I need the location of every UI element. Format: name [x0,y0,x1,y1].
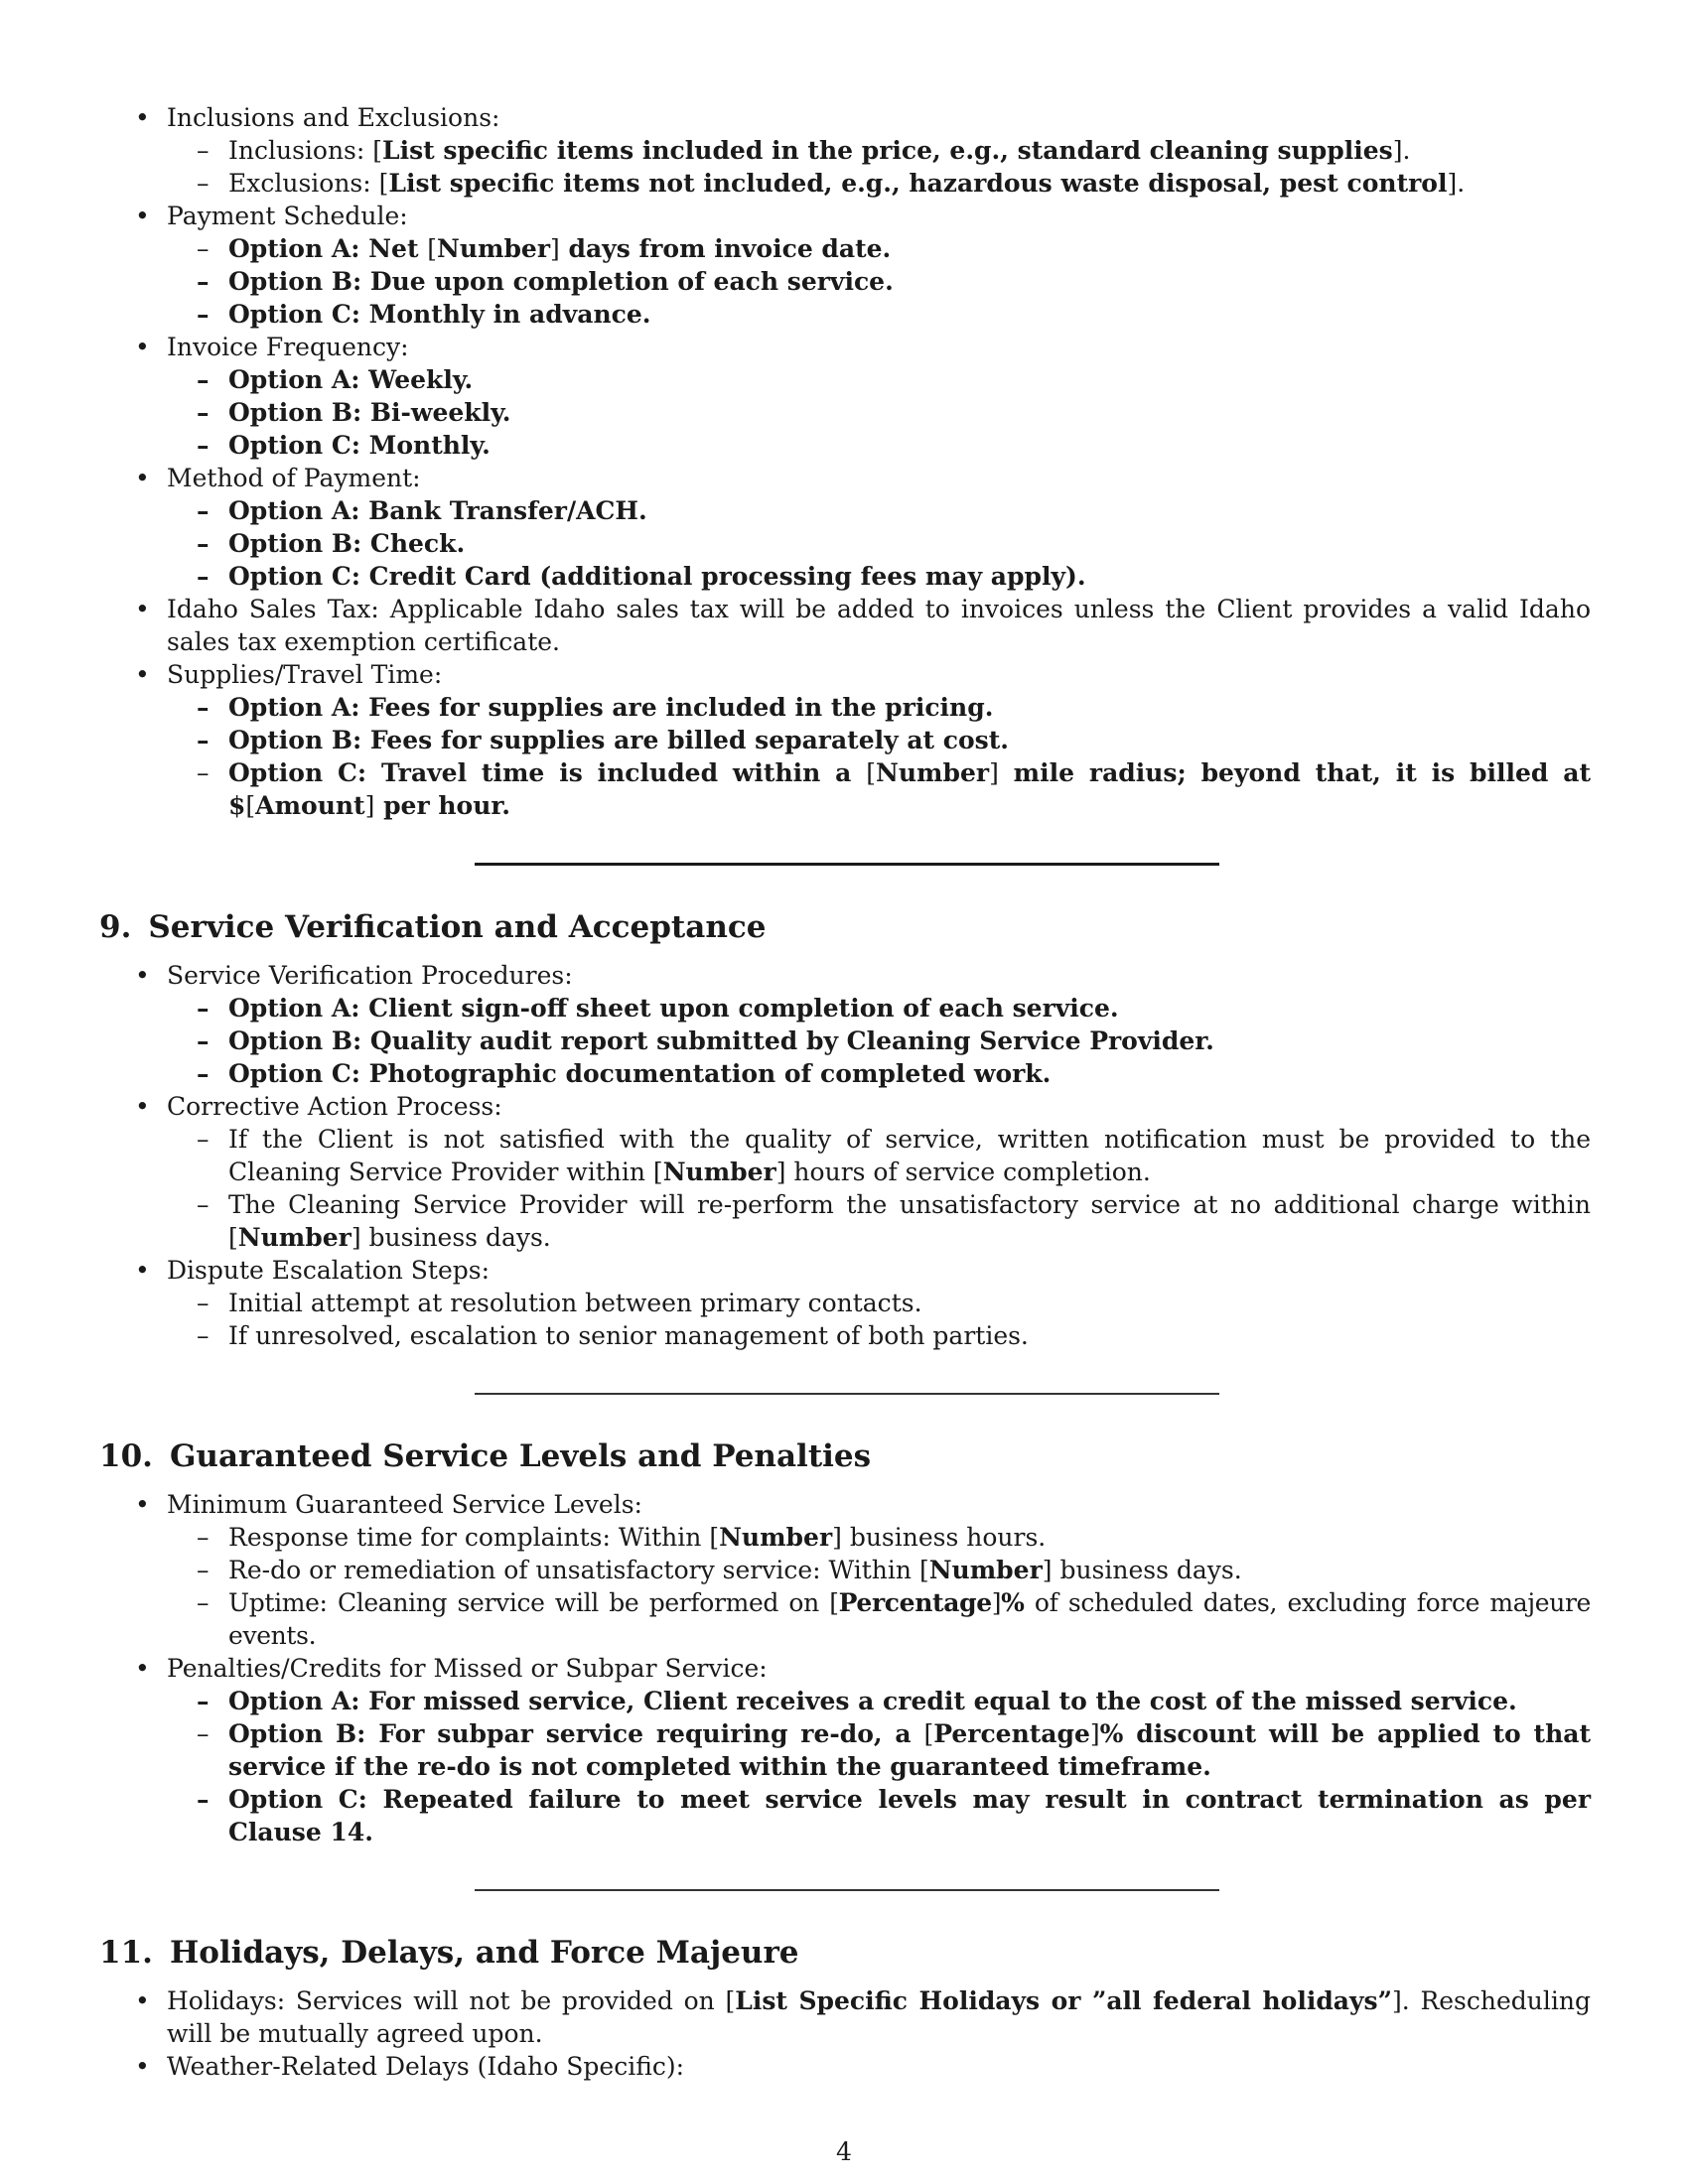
list-item [99,1488,1591,1521]
bullet-icon: • [135,103,150,132]
item-text: ] business days. [1042,1556,1242,1584]
option-text: Option A: Client sign-off sheet upon completion of each service. [228,994,1119,1023]
dash-icon: – [197,1719,210,1748]
dash-icon: – [197,1785,210,1814]
section-heading [99,1436,1591,1476]
item-text: ] business hours. [832,1523,1047,1552]
list-item [99,1090,1591,1123]
section-divider [475,863,1219,866]
item-text: ] business days. [351,1223,551,1252]
dash-icon: – [197,1556,210,1584]
item-text: Inclusions: [ [228,136,383,165]
section-number: 11. [99,1935,153,1971]
list-item-label: Minimum Guaranteed Service Levels: [167,1490,642,1519]
bullet-icon: • [135,333,150,361]
sub-list-item [99,1521,1591,1554]
list-item-label: Payment Schedule: [167,202,408,230]
placeholder-text: Number [237,1223,352,1252]
sub-list-item [99,265,1591,298]
sub-list-item [99,134,1591,167]
dash-icon: – [197,693,210,722]
placeholder-text: List Specific Holidays or ”all federal holidays” [735,1986,1392,2015]
bullet-icon: • [135,1490,150,1519]
item-text: ]. [1447,169,1466,198]
list-item [99,658,1591,691]
item-text: Response time for complaints: Within [ [228,1523,720,1552]
dash-icon: – [197,758,210,787]
list-item-label: Inclusions and Exclusions: [167,103,500,132]
sub-list-item [99,429,1591,462]
section-title: Service Verification and Acceptance [148,909,767,945]
dash-icon: – [197,1190,210,1219]
placeholder-text: List specific items included in the price, e.g., standard cleaning supplies [382,136,1393,165]
bullet-icon: • [135,1256,150,1285]
dash-icon: – [197,365,210,394]
dash-icon: – [197,234,210,263]
option-text: Option C: Monthly. [228,431,491,460]
sub-list-item [99,1717,1591,1783]
dash-icon: – [197,300,210,329]
dash-icon: – [197,1125,210,1154]
option-text: Option C: Credit Card (additional processing fees may apply). [228,562,1086,591]
list-item-label: Weather-Related Delays (Idaho Specific): [167,2052,685,2081]
list-item [99,331,1591,363]
option-text: Option B: Quality audit report submitted by Cleaning Service Provider. [228,1026,1214,1055]
item-text: ]. Rescheduling will be mutually agreed upon. [167,1986,1591,2048]
placeholder-text: Number [662,1158,776,1186]
sub-list-item [99,724,1591,756]
bracket: ] [989,758,999,787]
page-content [99,101,1591,2083]
placeholder-text: Number [876,758,990,787]
dash-icon: – [197,1289,210,1317]
item-text: Re-do or remediation of unsatisfactory service: Within [ [228,1556,929,1584]
dash-icon: – [197,136,210,165]
list-item [99,959,1591,992]
sub-list-item [99,992,1591,1024]
section-10-list [99,1488,1591,1848]
page-number: 4 [836,2137,852,2166]
item-text: of scheduled dates, excluding force majeure events. [228,1588,1591,1650]
placeholder-text: Number [928,1556,1043,1584]
list-item-text: Idaho Sales Tax: Applicable Idaho sales tax will be added to invoices unless the Client provides a valid Idaho sales tax exemption certificate. [167,595,1591,656]
option-text: Option A: Fees for supplies are included in the pricing. [228,693,994,722]
list-item [99,1254,1591,1287]
dash-icon: – [197,1687,210,1715]
bracket: ] [1089,1719,1100,1748]
option-text: mile radius; beyond that, it is billed at $ [228,758,1591,820]
list-item [99,1652,1591,1685]
item-text: Initial attempt at resolution between primary contacts. [228,1289,922,1317]
sub-list-item [99,396,1591,429]
section-9-list [99,959,1591,1352]
item-text: If the Client is not satisfied with the quality of service, written notification must be provided to the Cleaning Service Provider within [ [228,1125,1591,1186]
dash-icon: – [197,1523,210,1552]
option-text: Option C: Travel time is included within a [228,758,867,787]
sub-list-item [99,1287,1591,1319]
dash-icon: – [197,398,210,427]
bracket: [ [923,1719,934,1748]
section-heading [99,907,1591,947]
placeholder-text: Percentage [838,1588,992,1617]
list-item-label: Corrective Action Process: [167,1092,502,1121]
list-item [99,2050,1591,2083]
bullet-icon: • [135,202,150,230]
option-text: Option B: Fees for supplies are billed separately at cost. [228,726,1010,754]
bullet-icon: • [135,1092,150,1121]
bracket: [ [427,234,437,263]
dash-icon: – [197,496,210,525]
item-text: Holidays: Services will not be provided on [ [167,1986,736,2015]
list-item-label: Invoice Frequency: [167,333,409,361]
placeholder-text: Percentage [933,1719,1090,1748]
list-item [99,462,1591,494]
section-divider [475,1889,1219,1891]
bullet-icon: • [135,595,150,623]
option-text: Option B: Due upon completion of each service. [228,267,894,296]
option-text: Option A: Net [228,234,428,263]
sub-list-item [99,1783,1591,1848]
sub-list-item [99,1123,1591,1188]
dash-icon: – [197,431,210,460]
section-title: Guaranteed Service Levels and Penalties [169,1438,872,1474]
percent-sign: % [1001,1588,1025,1617]
option-text: Option A: For missed service, Client receives a credit equal to the cost of the missed service. [228,1687,1517,1715]
item-text: The Cleaning Service Provider will re-perform the unsatisfactory service at no additional charge within [ [228,1190,1591,1252]
placeholder-text: Number [436,234,551,263]
dash-icon: – [197,1026,210,1055]
sub-list-item [99,1685,1591,1717]
dash-icon: – [197,1321,210,1350]
placeholder-text: Amount [255,791,365,820]
sub-list-item [99,494,1591,527]
sub-list-item [99,756,1591,822]
sub-list-item [99,560,1591,593]
section-number: 10. [99,1438,153,1474]
option-text: Option B: Bi-weekly. [228,398,511,427]
list-item-label: Penalties/Credits for Missed or Subpar Service: [167,1654,768,1683]
list-item-label: Supplies/Travel Time: [167,660,443,689]
bullet-icon: • [135,961,150,990]
list-item [99,101,1591,134]
bracket: ] [364,791,375,820]
sub-list-item [99,298,1591,331]
list-item-label: Dispute Escalation Steps: [167,1256,491,1285]
sub-list-item [99,1319,1591,1352]
sub-list-item [99,527,1591,560]
bullet-icon: • [135,1654,150,1683]
item-text: ] hours of service completion. [775,1158,1151,1186]
dash-icon: – [197,169,210,198]
sub-list-item [99,1024,1591,1057]
option-text: per hour. [374,791,510,820]
option-text: Option A: Bank Transfer/ACH. [228,496,647,525]
section-divider [475,1393,1219,1395]
item-text: If unresolved, escalation to senior management of both parties. [228,1321,1029,1350]
bullet-icon: • [135,1986,150,2015]
bracket: [ [866,758,877,787]
bullet-icon: • [135,2052,150,2081]
list-item [99,200,1591,232]
sub-list-item [99,1586,1591,1652]
sub-list-item [99,691,1591,724]
dash-icon: – [197,267,210,296]
bracket: ] [550,234,560,263]
option-text: Option B: For subpar service requiring re-do, a [228,1719,924,1748]
section-11-list [99,1984,1591,2083]
list-item [99,1984,1591,2050]
list-item [99,593,1591,658]
sub-list-item [99,363,1591,396]
section-heading [99,1933,1591,1973]
sub-list-item [99,1554,1591,1586]
bullet-icon: • [135,464,150,492]
option-text: Option C: Repeated failure to meet service levels may result in contract termination as per Clause 14. [228,1785,1591,1846]
section-number: 9. [99,909,132,945]
list-item-label: Service Verification Procedures: [167,961,573,990]
option-text: Option C: Photographic documentation of completed work. [228,1059,1052,1088]
dash-icon: – [197,726,210,754]
option-text: Option B: Check. [228,529,466,558]
placeholder-text: Number [719,1523,833,1552]
option-text: Option C: Monthly in advance. [228,300,651,329]
item-text: Uptime: Cleaning service will be performed on [ [228,1588,839,1617]
placeholder-text: List specific items not included, e.g., hazardous waste disposal, pest control [388,169,1448,198]
item-text: ]. [1392,136,1411,165]
bullet-icon: • [135,660,150,689]
dash-icon: – [197,994,210,1023]
option-text: days from invoice date. [559,234,892,263]
sub-list-item [99,232,1591,265]
dash-icon: – [197,1588,210,1617]
dash-icon: – [197,1059,210,1088]
bracket: ] [991,1588,1002,1617]
option-text: % discount will be applied to that service if the re-do is not completed within the guaranteed timeframe. [228,1719,1591,1781]
sub-list-item [99,1057,1591,1090]
sub-list-item [99,1188,1591,1254]
payment-terms-list [99,101,1591,822]
dash-icon: – [197,562,210,591]
sub-list-item [99,167,1591,200]
item-text: Exclusions: [ [228,169,389,198]
list-item-label: Method of Payment: [167,464,421,492]
bracket: [ [245,791,256,820]
dash-icon: – [197,529,210,558]
section-title: Holidays, Delays, and Force Majeure [169,1935,799,1971]
option-text: Option A: Weekly. [228,365,474,394]
